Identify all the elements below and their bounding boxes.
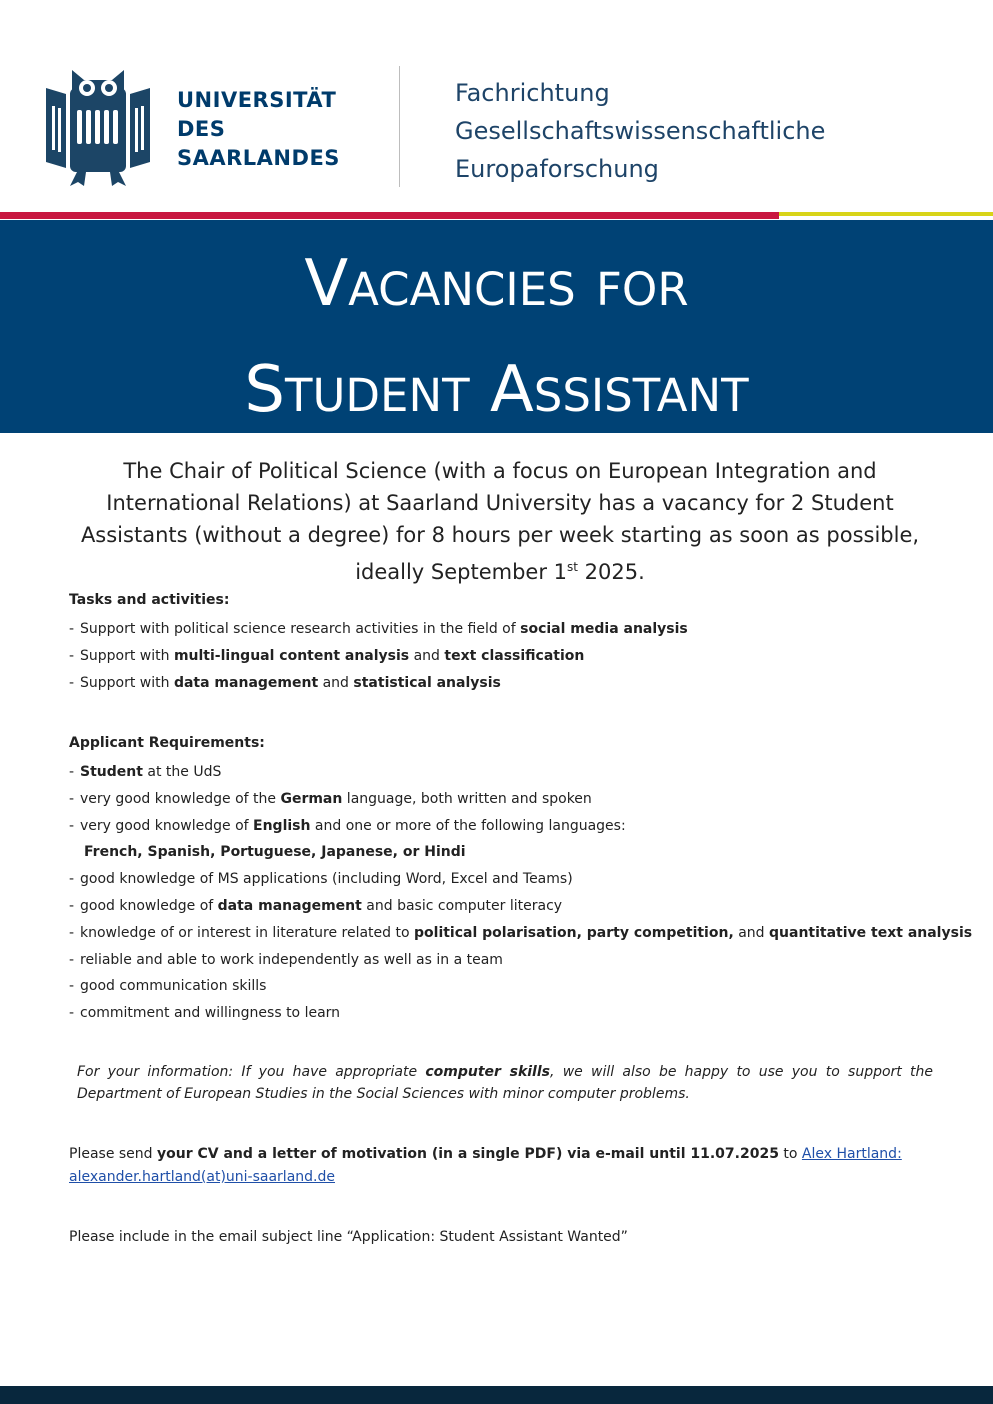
list-item: - good knowledge of MS applications (including Word, Excel and Teams): [69, 871, 573, 888]
requirements-title: Applicant Requirements:: [69, 735, 265, 751]
list-item: - Student at the UdS: [69, 764, 222, 780]
list-item: - very good knowledge of English and one or more of the following languages:: [69, 817, 626, 834]
list-item: - good communication skills: [69, 978, 267, 995]
list-item: - commitment and willingness to learn: [69, 1005, 341, 1022]
intro-paragraph: [58, 455, 942, 588]
accent-stripe-red: [0, 212, 779, 219]
list-item: - Support with political science research activities in the field of social media analysis: [69, 621, 688, 637]
list-item: - good knowledge of data management and basic computer literacy: [69, 897, 563, 914]
department-name: [455, 74, 825, 188]
intro-text: The Chair of Political Science (with a focus on European Integration and International Relations) at Saarland University has a vacancy for 2 Student Assistants (without a degree) for 8 hours per week starting as soon as possible, ideally September 1: [80, 459, 920, 584]
intro-superscript: st: [567, 560, 578, 574]
accent-stripe-yellow: [779, 212, 993, 216]
list-item: - reliable and able to work independently as well as in a team: [69, 951, 503, 968]
university-name: [177, 86, 340, 173]
banner-title-line-1: Vacancies for: [304, 247, 689, 321]
footer-bar: [0, 1386, 993, 1404]
info-note: For your information: If you have appropriate computer skills, we will also be happy to use you to support the Department of European Studies in the Social Sciences with minor computer problems.: [77, 1064, 934, 1102]
university-line-1: UNIVERSITÄT: [177, 88, 337, 112]
list-item: - Support with multi-lingual content analysis and text classification: [69, 647, 585, 664]
contact-name-link[interactable]: Alex Hartland:: [801, 1146, 902, 1162]
page-header: [0, 0, 993, 212]
list-item: - Support with data management and statistical analysis: [69, 674, 501, 691]
title-banner: [0, 220, 993, 433]
intro-tail: 2025.: [578, 560, 645, 584]
tasks-section: [69, 590, 949, 696]
list-item: - very good knowledge of the German language, both written and spoken: [69, 790, 592, 807]
requirements-section: [69, 733, 973, 1027]
department-line-1: Fachrichtung: [455, 79, 610, 107]
list-item: - knowledge of or interest in literature related to political polarisation, party competition, and quantitative text analysis: [69, 924, 973, 941]
subject-line-note: Please include in the email subject line “Application: Student Assistant Wanted”: [69, 1229, 628, 1245]
university-line-2: DES: [177, 117, 226, 141]
header-divider: [399, 66, 400, 187]
university-line-3: SAARLANDES: [177, 146, 340, 170]
contact-email-link[interactable]: alexander.hartland(at)uni-saarland.de: [69, 1169, 335, 1185]
application-instructions: Please send your CV and a letter of motivation (in a single PDF) via e-mail until 11.07.2025 to Alex Hartland: alexander.hartland(at)uni-saarland.de: [69, 1146, 902, 1185]
languages-line: French, Spanish, Portuguese, Japanese, or Hindi: [84, 844, 466, 861]
banner-title-line-2: Student Assistant: [244, 353, 749, 427]
owl-emblem-icon: [44, 66, 152, 188]
department-line-3: Europaforschung: [455, 155, 659, 183]
tasks-title: Tasks and activities:: [69, 592, 230, 608]
department-line-2: Gesellschaftswissenschaftliche: [455, 117, 826, 145]
